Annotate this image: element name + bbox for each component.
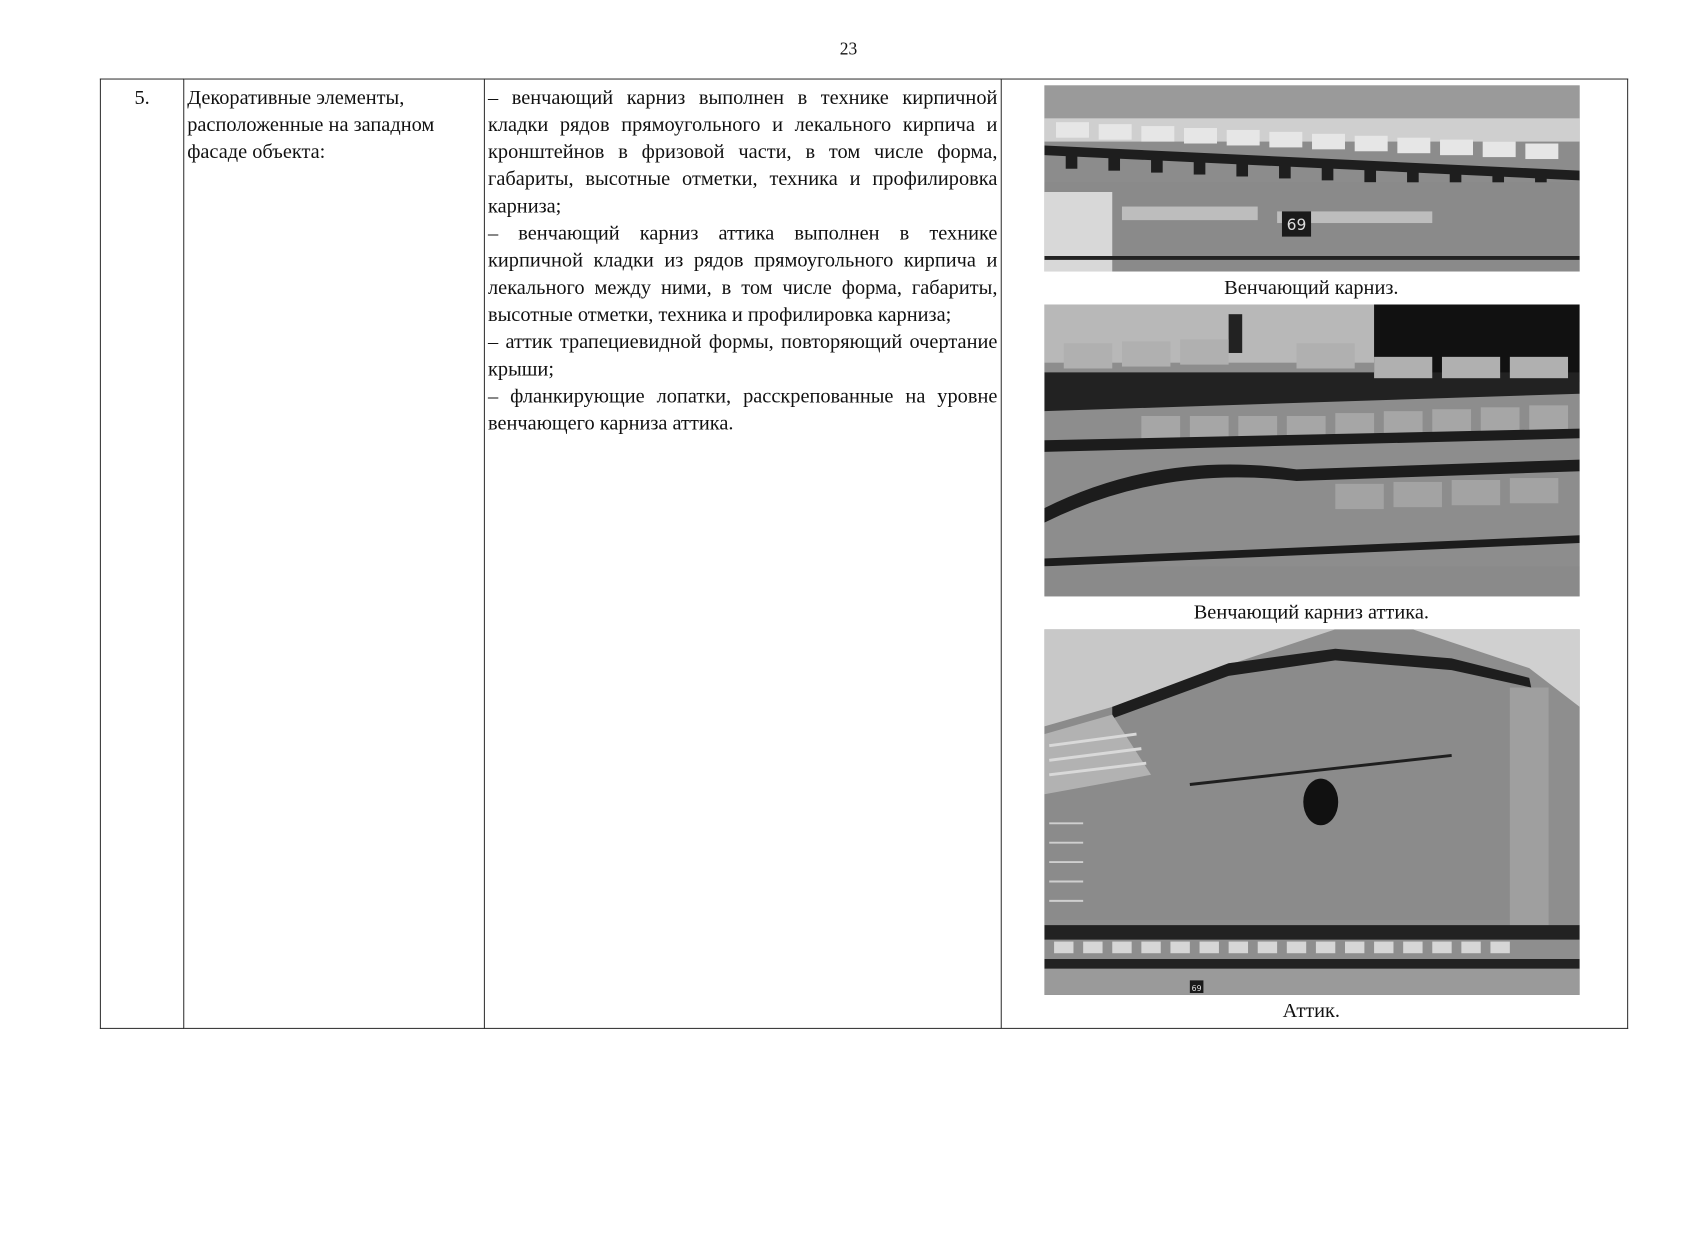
description-item: – фланкирующие лопатки, расскрепованные на уровне венчающего карниза аттика. [487, 384, 998, 435]
photo-caption: Венчающий карниз аттика. [1193, 600, 1429, 624]
table-row [100, 79, 1627, 1028]
cornice-photo [1044, 85, 1579, 271]
house-number-plate: 69 [1286, 215, 1306, 234]
element-name: Декоративные элементы, расположенные на западном фасаде объекта: [184, 79, 485, 1028]
photo-cell [1001, 79, 1628, 1028]
row-number: 5. [100, 79, 183, 1028]
description-item: – венчающий карниз аттика выполнен в технике кирпичной кладки из рядов прямоугольного кирпича и лекального между ними, в том числе форма, габариты, высотные отметки, техника и профилировка карниза; [487, 221, 998, 326]
attic-photo [1044, 629, 1579, 995]
photo-caption: Венчающий карниз. [1224, 275, 1399, 299]
description-item: – аттик трапециевидной формы, повторяющий очертание крыши; [487, 329, 998, 381]
description-item: – венчающий карниз выполнен в технике кирпичной кладки рядов прямоугольного и лекального кирпича и кронштейнов в фризовой части, в том числе форма, габариты, высотные отметки, техника и профилировка карниза; [487, 85, 998, 218]
element-description [485, 79, 1001, 1028]
photo-caption: Аттик. [1282, 998, 1341, 1023]
house-number-plate: 69 [1191, 984, 1202, 994]
attic-cornice-photo [1044, 304, 1579, 596]
page-number: 23 [839, 38, 858, 59]
protected-elements-table [100, 79, 1628, 1029]
